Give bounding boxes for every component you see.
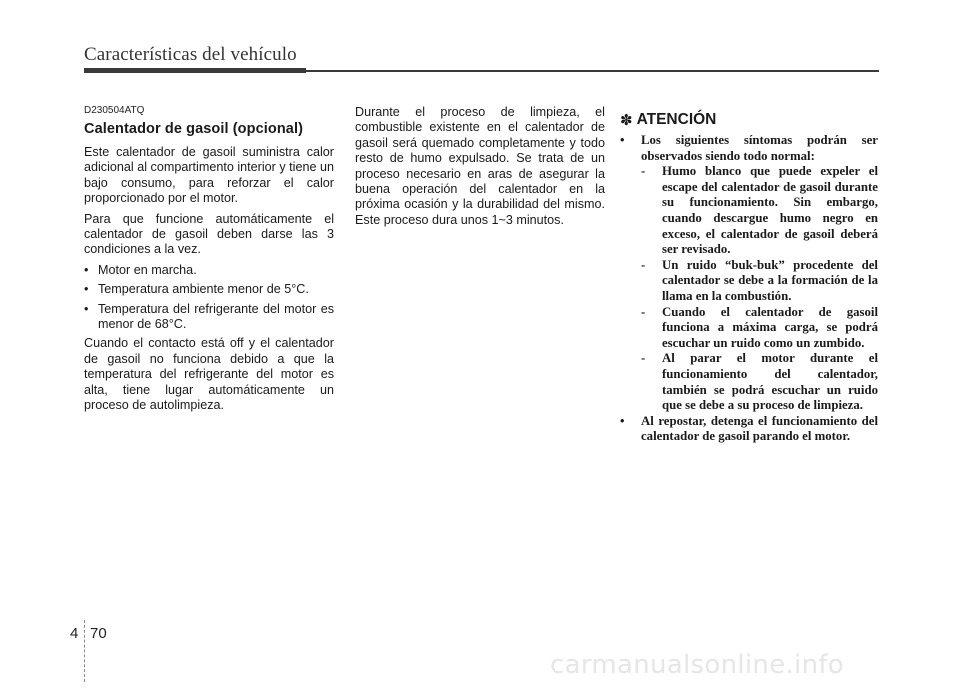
caution-heading	[620, 111, 878, 129]
bullet-icon: •	[84, 262, 89, 277]
list-item: - Al parar el motor durante el funcionamiento del calentador, también se podrá escuchar un ruido que se debe a su proceso de limpieza.	[641, 351, 878, 413]
caution-title: ATENCIÓN	[636, 111, 717, 128]
symptoms-list	[641, 164, 878, 414]
conditions-list	[84, 263, 334, 333]
bullet-icon: •	[620, 413, 625, 428]
footer-divider	[84, 620, 86, 682]
paragraph-conditions: Para que funcione automáticamente el calentador de gasoil deben darse las 3 condiciones a la vez.	[84, 211, 334, 257]
paragraph-intro: Este calentador de gasoil suministra calor adicional al compartimento interior y tiene un bajo consumo, para reforzar el calor proporcionado por el motor.	[84, 145, 334, 206]
list-item: • Al repostar, detenga el funcionamiento del calentador de gasoil parando el motor.	[620, 413, 878, 444]
list-item: - Un ruido “buk-buk” procedente del calentador se debe a la formación de la llama en la combustión.	[641, 257, 878, 303]
column-left	[84, 105, 334, 419]
paragraph-cleaning-process: Durante el proceso de limpieza, el combustible existente en el calentador de gasoil será quemado completamente y todo resto de humo expulsado. Se trata de un proceso necesario en aras de asegurar la buena operación del calentador en la próxima ocasión y la durabilidad del mismo. Este proceso dura unos 1~3 minutos.	[355, 105, 605, 227]
bullet-icon: •	[84, 282, 89, 297]
dash-icon: -	[641, 164, 646, 179]
page-header-title: Características del vehículo	[84, 44, 297, 65]
column-middle	[355, 105, 605, 233]
watermark-text: carmanualsonline.info	[550, 650, 845, 680]
paragraph-selfclean: Cuando el contacto está off y el calentador de gasoil no funciona debido a que la temperatura del refrigerante del motor es alta, tiene lugar automáticamente un proceso de autolimpieza.	[84, 336, 334, 413]
list-item: - Cuando el calentador de gasoil funciona a máxima carga, se podrá escuchar un ruido como un zumbido.	[641, 304, 878, 350]
list-item: • Motor en marcha.	[84, 262, 197, 277]
dash-icon: -	[641, 257, 646, 272]
chapter-number: 4	[70, 625, 79, 642]
section-code: D230504ATQ	[84, 105, 145, 116]
asterisk-icon: ✽	[620, 112, 633, 129]
bullet-icon: •	[620, 133, 625, 147]
page-number: 70	[90, 625, 107, 642]
section-heading: Calentador de gasoil (opcional)	[84, 121, 304, 137]
list-item: • Temperatura del refrigerante del motor es menor de 68°C.	[84, 301, 334, 332]
header-rule	[84, 70, 879, 72]
list-item: • Temperatura ambiente menor de 5°C.	[84, 282, 309, 297]
dash-icon: -	[641, 351, 646, 366]
dash-icon: -	[641, 304, 646, 319]
column-right	[620, 105, 878, 445]
bullet-icon: •	[84, 301, 89, 316]
list-item: • Los siguientes síntomas podrán ser observados siendo todo normal: - Humo blanco que puede expeler el escape del calentador de gasoil durante su funcionamiento. Sin embargo, cuando descargue humo negro en exceso, el calentador de gasoil deberá ser revisado. - Un ruido “buk-buk” procedente del calentador se debe a la formación de la llama en la combustión. - Cuando el calentador de gasoil funciona a máxima carga, se podrá escuchar un ruido como un zumbido. - Al parar el motor durante el funcionamiento del calentador, también se podrá escuchar un ruido que se debe a su proceso de limpieza.	[620, 133, 878, 413]
list-item: - Humo blanco que puede expeler el escape del calentador de gasoil durante su funcionamiento. Sin embargo, cuando descargue humo negro en exceso, el calentador de gasoil deberá ser revisado.	[641, 164, 878, 257]
caution-list	[620, 133, 878, 445]
